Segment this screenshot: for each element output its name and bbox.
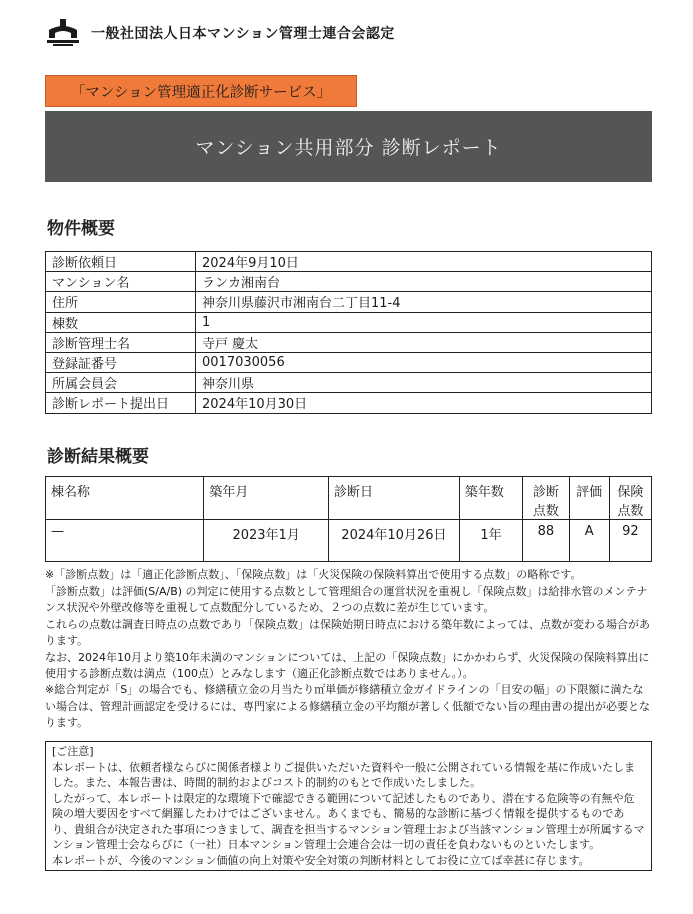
property-heading: 物件概要 <box>47 219 115 239</box>
table-row <box>46 312 652 332</box>
value-submission-date: 2024年10月30日 <box>196 393 652 413</box>
label-request-date: 診断依頼日 <box>46 252 196 272</box>
col-rating: 評価 <box>569 477 609 520</box>
property-table <box>45 251 652 414</box>
table-row <box>46 393 652 413</box>
table-row <box>46 332 652 352</box>
cell-diagnosed: 2024年10月26日 <box>328 520 459 562</box>
value-registration-number: 0017030056 <box>196 352 652 372</box>
caution-box <box>45 741 652 871</box>
score-notes <box>45 567 652 683</box>
label-manager-name: 診断管理士名 <box>46 332 196 352</box>
table-row <box>46 272 652 292</box>
label-building-count: 棟数 <box>46 312 196 332</box>
label-submission-date: 診断レポート提出日 <box>46 393 196 413</box>
caution-title: [ご注意] <box>52 745 94 758</box>
value-manager-name: 寺戸 慶太 <box>196 332 652 352</box>
value-member-association: 神奈川県 <box>196 373 652 393</box>
note-4: なお、2024年10月より築10年未満のマンションについては、上記の「保険点数」にかかわらず、火災保険の保険料算出に使用する診断点数は満点（100点）とみなします（適正化診断点数ではありません。）。 <box>45 650 650 680</box>
table-row <box>46 252 652 272</box>
table-row <box>46 520 652 562</box>
note-2: 「診断点数」は評価(S/A/B) の判定に使用する点数として管理組合の運営状況を重視し「保険点数」は給排水管のメンテナンス状況や外壁改修等を重視して点数配分しているため、２つの点数に差が生じています。 <box>45 584 648 614</box>
association-logo-icon <box>45 18 81 48</box>
rating-note <box>45 682 652 732</box>
col-diag-score: 診断点数 <box>523 477 569 520</box>
label-mansion-name: マンション名 <box>46 272 196 292</box>
cell-building: — <box>46 520 204 562</box>
value-request-date: 2024年9月10日 <box>196 252 652 272</box>
service-tag: 「マンション管理適正化診断サービス」 <box>45 75 357 107</box>
report-title: マンション共用部分 診断レポート <box>45 111 652 182</box>
cell-built: 2023年1月 <box>204 520 329 562</box>
label-registration-number: 登録証番号 <box>46 352 196 372</box>
col-built: 築年月 <box>204 477 329 520</box>
table-row <box>46 373 652 393</box>
note-1: ※「診断点数」は「適正化診断点数」、「保険点数」は「火災保険の保険料算出で使用する点数」の略称です。 <box>45 568 582 581</box>
cell-rating: A <box>569 520 609 562</box>
value-mansion-name: ランカ湘南台 <box>196 272 652 292</box>
col-diagnosed: 診断日 <box>328 477 459 520</box>
results-heading: 診断結果概要 <box>47 447 149 467</box>
caution-paragraph-3: 本レポートが、今後のマンション価値の向上対策や安全対策の判断材料としてお役に立てば幸甚に存じます。 <box>52 853 590 867</box>
table-row <box>46 352 652 372</box>
caution-paragraph-1: 本レポートは、依頼者様ならびに関係者様よりご提供いただいた資料や一般に公開されている情報を基に作成いたしました。また、本報告書は、時間的制約およびコスト的制約のもとで作成いたしました。 <box>52 760 635 789</box>
col-ins-score: 保険点数 <box>609 477 651 520</box>
table-header-row <box>46 477 652 520</box>
cell-diag-score: 88 <box>523 520 569 562</box>
label-member-association: 所属会員会 <box>46 373 196 393</box>
results-table <box>45 476 652 562</box>
caution-paragraph-2: したがって、本レポートは限定的な環境下で確認できる範囲について記述したものであり、潜在する危険等の有無や危険の増大要因をすべて網羅したわけではございません。あくまでも、簡易的な診断に基づく情報を提供するものであり、貴組合が決定された事項につきまして、調査を担当するマンション管理士および当該マンション管理士が所属するマンション管理士会ならびに（一社）日本マンション管理士会連合会は一切の責任を負わないものといたします。 <box>52 791 645 851</box>
value-building-count: 1 <box>196 312 652 332</box>
cell-ins-score: 92 <box>609 520 651 562</box>
header <box>45 16 395 50</box>
table-row <box>46 292 652 312</box>
label-address: 住所 <box>46 292 196 312</box>
note-3: これらの点数は調査日時点の点数であり「保険点数」は保険始期日時点における築年数によっては、点数が変わる場合があります。 <box>45 617 650 647</box>
col-age: 築年数 <box>459 477 522 520</box>
cell-age: 1年 <box>459 520 522 562</box>
col-building: 棟名称 <box>46 477 204 520</box>
org-name: 一般社団法人日本マンション管理士連合会認定 <box>91 26 395 42</box>
note-5: ※総合判定が「S」の場合でも、修繕積立金の月当たり㎡単価が修繕積立金ガイドラインの「目安の幅」の下限額に満たない場合は、管理計画認定を受けるには、専門家による修繕積立金の平均額が著しく低額でない旨の理由書の提出が必要となります。 <box>45 683 650 729</box>
value-address: 神奈川県藤沢市湘南台二丁目11-4 <box>196 292 652 312</box>
